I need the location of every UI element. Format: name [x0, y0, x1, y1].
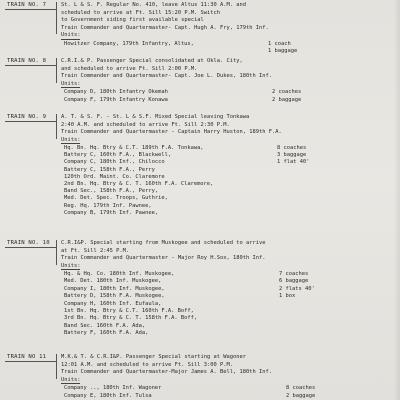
unit-entry: Reg. Hq. 179th Inf. Pawnee,	[64, 202, 152, 209]
route-description-line: at Ft. Sill 2:45 P.M.	[61, 247, 130, 254]
route-description-line: C.R.I.& P. Passenger Special consolidated at Okla. City,	[61, 58, 243, 64]
train-number-label: TRAIN NO. 10	[7, 240, 50, 246]
car-allocation: 2 baggage	[272, 96, 302, 103]
units-heading: Units:	[61, 32, 81, 39]
train-number-label: TRAIN NO. 9	[7, 114, 47, 120]
route-description-line: St. L & S. F. Regular No. 410, leave Altus 11:30 A.M. and	[61, 2, 246, 8]
unit-entry: 2nd Bn. Hq. Btry & C. T. 160th F.A. Claremore,	[64, 181, 214, 187]
route-description-line: A. T. & S. F. - St. L & S.F. Mixed Special leaving Tonkawa	[61, 114, 250, 120]
unit-entry: Battery D, 158th F.A. Muskogee,	[64, 293, 165, 300]
route-description-line: Train Commander and Quartermaster- Capt. Joe L. Dukes, 180th Inf.	[61, 73, 272, 80]
unit-entry: Company B, 179th Inf. Pawnee,	[64, 209, 159, 216]
unit-entry: Company D, 180th Infantry Okemah	[64, 89, 168, 95]
car-allocation: 3 baggage	[277, 152, 307, 159]
route-description-line: Train Commander and Quartermaster-Major James A. Bell, 180th Inf.	[61, 369, 272, 376]
train-label-underline	[5, 361, 57, 362]
car-allocation: 1 flat 40'	[277, 159, 310, 166]
car-allocation: 6 baggage	[279, 278, 309, 285]
route-description-line: Train Commander and Quartermaster- Capt. Hugh A. Fry, 179th Inf.	[61, 24, 269, 31]
unit-entry: Company E, 180th Inf. Tulsa	[64, 393, 152, 400]
car-allocation: 2 baggage	[286, 393, 316, 400]
train-label-divider	[56, 240, 57, 265]
unit-entry: Howitzer Company, 179th Infantry, Altus,	[64, 40, 194, 47]
train-number-label: TRAIN NO. 8	[7, 58, 47, 64]
unit-entry: 3rd Bn. Hq. Btry & C. T. 158th F.A. Boff,	[64, 315, 198, 322]
route-description-line: Train Commander and Quartermaster - Captain Harry Huston, 189th F.A.	[61, 129, 282, 136]
car-allocation: 1 baggage	[268, 48, 298, 55]
unit-entry: Band Sec., 158th F.A., Perry,	[64, 188, 159, 195]
car-allocation: 2 coaches	[272, 89, 302, 95]
unit-entry: Company H, 160th Inf. Eufaula,	[64, 300, 162, 307]
route-description-line: C.R.I&P. Special starting from Muskogee and scheduled to arrive	[61, 240, 266, 246]
unit-entry: Hq. & Hq. Co. 180th Inf. Muskogee,	[64, 271, 175, 277]
unit-entry: Company I, 180th Inf. Muskogee,	[64, 285, 165, 292]
train-label-divider	[56, 354, 57, 379]
route-description-line: 12:01 A.M. and scheduled to arrive Ft. Sill 3:00 P.M.	[61, 361, 234, 368]
unit-entry: 120th Ord. Maint. Co. Claremore	[64, 173, 165, 180]
train-label-underline	[5, 65, 57, 66]
train-label-divider	[56, 2, 57, 34]
car-allocation: 2 flats 40'	[279, 285, 315, 292]
unit-entry: 1st Bn. Hq. Btry & C.T. 160th F.A. Boff,	[64, 308, 194, 314]
unit-entry: Company .., 180th Inf. Wagoner	[64, 385, 162, 391]
car-allocation: 8 coaches	[277, 145, 307, 151]
units-heading: Units:	[61, 80, 81, 87]
unit-entry: Company F, 179th Infantry Konawa	[64, 96, 168, 103]
route-description-line: and scheduled to arrive Ft. Sill 2:00 P.M.	[61, 65, 198, 72]
train-label-divider	[56, 114, 57, 139]
route-description-line: to Government siding first available special	[61, 17, 204, 24]
route-description-line: M.K.& T. & C.R.I&P. Passenger Special starting at Wagoner	[61, 354, 246, 360]
unit-entry: Hq. Bn. Hq. Btry & C.T. 189th F.A. Tonkawa,	[64, 145, 204, 151]
train-number-label: TRAIN NO 11	[7, 354, 47, 360]
train-number-label: TRAIN NO. 7	[7, 2, 47, 8]
route-description-line: Train Commander and Quartermaster - Major Roy H.Sox, 180th Inf.	[61, 255, 266, 262]
train-label-divider	[56, 58, 57, 83]
units-heading: Units:	[61, 136, 81, 143]
unit-entry: Battery C, 158th F.A., Perry	[64, 166, 155, 173]
train-label-underline	[5, 121, 57, 122]
units-heading: Units:	[61, 262, 81, 269]
car-allocation: 1 box	[279, 293, 296, 300]
unit-entry: Band Sec. 160th F.A. Ada,	[64, 322, 146, 329]
page-edge-shadow	[394, 0, 400, 400]
unit-entry: Med. Det. Spec. Troops, Guthrie,	[64, 195, 168, 202]
car-allocation: 7 coaches	[279, 271, 309, 277]
unit-entry: Med. Det. 180th Inf. Muskogee,	[64, 278, 162, 285]
train-label-underline	[5, 9, 57, 10]
unit-entry: Battery C, 160th F.A., Blackwell,	[64, 152, 172, 159]
units-heading: Units:	[61, 376, 81, 383]
train-label-underline	[5, 247, 57, 248]
route-description-line: scheduled to arrive at Ft. Sill 15:20 P.M. Switch	[61, 9, 221, 16]
route-description-line: 2:40 A.M. and scheduled to arrive Ft. Sill 2:30 P.M.	[61, 121, 230, 128]
unit-entry: Battery F, 160th F.A. Ada,	[64, 330, 149, 337]
unit-entry: Company C, 180th Inf., Chilocco	[64, 159, 165, 166]
car-allocation: 1 coach	[268, 40, 291, 47]
car-allocation: 8 coaches	[286, 385, 316, 391]
